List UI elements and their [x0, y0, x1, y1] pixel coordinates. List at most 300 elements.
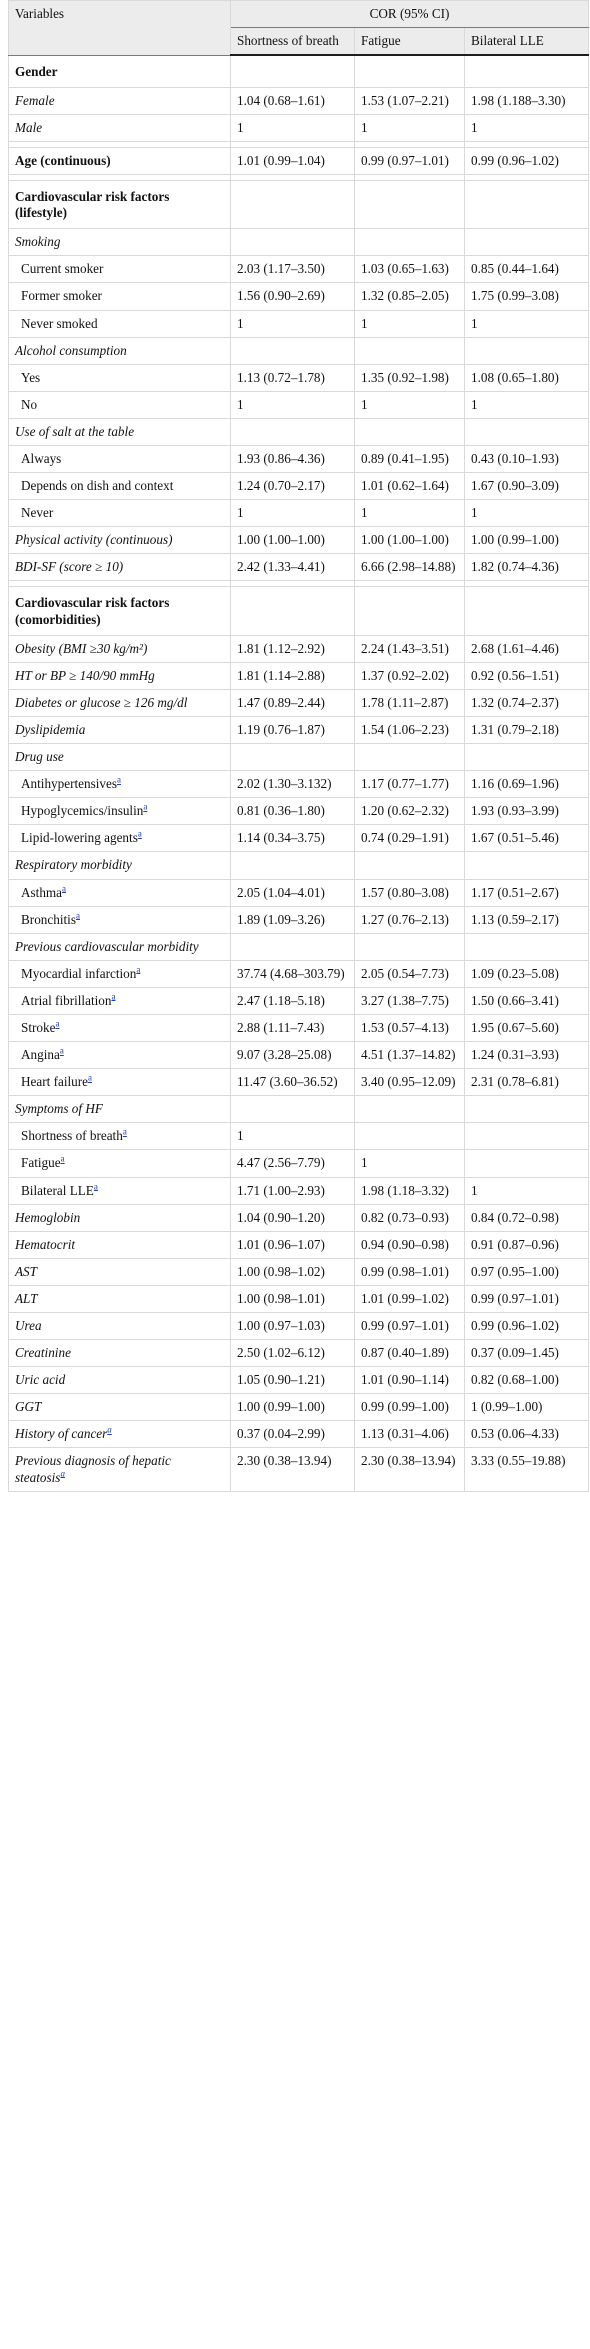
variable-label: Uric acid	[15, 1372, 66, 1388]
bilateral-lle-value: 1.32 (0.74–2.37)	[465, 689, 589, 716]
variable-label-cell	[9, 446, 231, 473]
table-row	[9, 1448, 589, 1491]
table-row	[9, 1042, 589, 1069]
variable-label-cell	[9, 960, 231, 987]
variable-label-cell	[9, 147, 231, 174]
empty-cell	[355, 933, 465, 960]
variable-label-cell	[9, 1177, 231, 1204]
bilateral-lle-value: 1	[465, 500, 589, 527]
variable-label: Bilateral LLE	[21, 1182, 94, 1198]
shortness-of-breath-value: 1.93 (0.86–4.36)	[231, 446, 355, 473]
footnote-a-link[interactable]: a	[136, 964, 141, 975]
bilateral-lle-value: 1	[465, 391, 589, 418]
section-label: Cardiovascular risk factors (comorbidities)	[9, 587, 231, 635]
shortness-of-breath-value: 1	[231, 1123, 355, 1150]
variable-label-cell	[9, 1285, 231, 1312]
fatigue-value: 1.35 (0.92–1.98)	[355, 364, 465, 391]
section-header-row	[9, 587, 589, 635]
table-row	[9, 987, 589, 1014]
bilateral-lle-value: 1.13 (0.59–2.17)	[465, 906, 589, 933]
table-row	[9, 1123, 589, 1150]
bilateral-lle-value: 1.09 (0.23–5.08)	[465, 960, 589, 987]
table-row	[9, 879, 589, 906]
variable-label-cell	[9, 527, 231, 554]
variable-label-cell	[9, 635, 231, 662]
fatigue-value: 1.13 (0.31–4.06)	[355, 1421, 465, 1448]
shortness-of-breath-value: 1.14 (0.34–3.75)	[231, 825, 355, 852]
variable-label-cell	[9, 114, 231, 141]
shortness-of-breath-value: 1	[231, 310, 355, 337]
subsection-header-row	[9, 418, 589, 445]
variable-label-cell	[9, 87, 231, 114]
footnote-a-link[interactable]: a	[60, 1154, 65, 1165]
variable-label: History of cancer	[15, 1426, 108, 1442]
variable-label: Lipid-lowering agents	[21, 830, 138, 846]
fatigue-value: 1.37 (0.92–2.02)	[355, 662, 465, 689]
shortness-of-breath-value: 37.74 (4.68–303.79)	[231, 960, 355, 987]
bilateral-lle-value	[465, 1150, 589, 1177]
empty-cell	[355, 55, 465, 87]
footnote-a-link[interactable]: a	[122, 1126, 127, 1137]
variable-label: Former smoker	[21, 288, 102, 304]
empty-cell	[231, 418, 355, 445]
bilateral-lle-value: 1.16 (0.69–1.96)	[465, 771, 589, 798]
empty-cell	[355, 852, 465, 879]
footnote-a-link[interactable]: a	[55, 1018, 60, 1029]
column-header-shortness-of-breath: Shortness of breath	[231, 28, 355, 56]
variable-label-cell	[9, 1069, 231, 1096]
fatigue-value: 4.51 (1.37–14.82)	[355, 1042, 465, 1069]
bilateral-lle-value: 1	[465, 1177, 589, 1204]
bilateral-lle-value: 0.82 (0.68–1.00)	[465, 1367, 589, 1394]
table-row	[9, 1285, 589, 1312]
fatigue-value: 1.20 (0.62–2.32)	[355, 798, 465, 825]
subsection-label: Alcohol consumption	[9, 337, 231, 364]
empty-cell	[465, 337, 589, 364]
shortness-of-breath-value: 11.47 (3.60–36.52)	[231, 1069, 355, 1096]
footnote-a-link[interactable]: a	[59, 1045, 64, 1056]
bilateral-lle-value: 1.67 (0.90–3.09)	[465, 473, 589, 500]
variable-label-cell	[9, 1204, 231, 1231]
fatigue-value: 0.99 (0.99–1.00)	[355, 1394, 465, 1421]
empty-cell	[231, 337, 355, 364]
bilateral-lle-value: 0.84 (0.72–0.98)	[465, 1204, 589, 1231]
fatigue-value: 3.27 (1.38–7.75)	[355, 987, 465, 1014]
variable-label: Atrial fibrillation	[21, 992, 112, 1008]
variable-label-cell	[9, 1258, 231, 1285]
fatigue-value: 2.24 (1.43–3.51)	[355, 635, 465, 662]
bilateral-lle-value: 1.00 (0.99–1.00)	[465, 527, 589, 554]
variable-label-cell	[9, 1367, 231, 1394]
variable-label: Diabetes or glucose ≥ 126 mg/dl	[15, 694, 188, 710]
variable-label: Physical activity (continuous)	[15, 532, 173, 548]
table-row	[9, 771, 589, 798]
table-row	[9, 825, 589, 852]
shortness-of-breath-value: 2.42 (1.33–4.41)	[231, 554, 355, 581]
variable-label: Myocardial infarction	[21, 965, 137, 981]
variable-label-cell	[9, 879, 231, 906]
shortness-of-breath-value: 1.81 (1.12–2.92)	[231, 635, 355, 662]
bilateral-lle-value: 1.67 (0.51–5.46)	[465, 825, 589, 852]
variable-label-cell	[9, 987, 231, 1014]
shortness-of-breath-value: 2.02 (1.30–3.132)	[231, 771, 355, 798]
table-row	[9, 256, 589, 283]
bilateral-lle-value: 0.37 (0.09–1.45)	[465, 1340, 589, 1367]
subsection-header-row	[9, 933, 589, 960]
table-row	[9, 1069, 589, 1096]
fatigue-value: 0.99 (0.98–1.01)	[355, 1258, 465, 1285]
variable-label-cell	[9, 771, 231, 798]
fatigue-value: 1.01 (0.90–1.14)	[355, 1367, 465, 1394]
subsection-header-row	[9, 1096, 589, 1123]
bilateral-lle-value: 0.53 (0.06–4.33)	[465, 1421, 589, 1448]
table-row	[9, 635, 589, 662]
shortness-of-breath-value: 2.47 (1.18–5.18)	[231, 987, 355, 1014]
empty-cell	[465, 587, 589, 635]
variable-label: Hemoglobin	[15, 1209, 81, 1225]
shortness-of-breath-value: 1.89 (1.09–3.26)	[231, 906, 355, 933]
empty-cell	[231, 744, 355, 771]
shortness-of-breath-value: 1.24 (0.70–2.17)	[231, 473, 355, 500]
table-row	[9, 662, 589, 689]
cor-header: COR (95% CI)	[231, 1, 589, 28]
table-row	[9, 554, 589, 581]
shortness-of-breath-value: 1.81 (1.14–2.88)	[231, 662, 355, 689]
shortness-of-breath-value: 0.37 (0.04–2.99)	[231, 1421, 355, 1448]
bilateral-lle-value: 0.91 (0.87–0.96)	[465, 1231, 589, 1258]
shortness-of-breath-value: 1	[231, 391, 355, 418]
footnote-a-link[interactable]: a	[88, 1072, 92, 1083]
bilateral-lle-value: 0.43 (0.10–1.93)	[465, 446, 589, 473]
empty-cell	[231, 852, 355, 879]
table-row	[9, 310, 589, 337]
variable-label-cell	[9, 1231, 231, 1258]
subsection-header-row	[9, 744, 589, 771]
subsection-label: Symptoms of HF	[9, 1096, 231, 1123]
table-row	[9, 716, 589, 743]
variable-label: Fatigue	[21, 1155, 61, 1171]
variable-label: Dyslipidemia	[15, 721, 86, 737]
empty-cell	[355, 229, 465, 256]
shortness-of-breath-value: 1.00 (0.97–1.03)	[231, 1313, 355, 1340]
variable-label-cell	[9, 364, 231, 391]
shortness-of-breath-value: 1.13 (0.72–1.78)	[231, 364, 355, 391]
shortness-of-breath-value: 2.03 (1.17–3.50)	[231, 256, 355, 283]
fatigue-value: 1.17 (0.77–1.77)	[355, 771, 465, 798]
empty-cell	[355, 181, 465, 229]
variable-label: Always	[21, 451, 62, 466]
variable-label: Stroke	[21, 1019, 56, 1035]
variable-label-cell	[9, 256, 231, 283]
variable-label: AST	[15, 1263, 37, 1279]
variable-label-cell	[9, 825, 231, 852]
bilateral-lle-value: 1.31 (0.79–2.18)	[465, 716, 589, 743]
variable-label-cell	[9, 1123, 231, 1150]
fatigue-value: 1.01 (0.62–1.64)	[355, 473, 465, 500]
fatigue-value: 0.74 (0.29–1.91)	[355, 825, 465, 852]
empty-cell	[465, 181, 589, 229]
fatigue-value: 1.57 (0.80–3.08)	[355, 879, 465, 906]
shortness-of-breath-value: 1.05 (0.90–1.21)	[231, 1367, 355, 1394]
variable-label: Obesity (BMI ≥30 kg/m²)	[15, 640, 148, 656]
variable-label-cell	[9, 310, 231, 337]
table-row	[9, 473, 589, 500]
variable-label: Female	[15, 92, 55, 108]
table-row	[9, 87, 589, 114]
table-row	[9, 1258, 589, 1285]
fatigue-value: 1	[355, 391, 465, 418]
variable-label-cell	[9, 1313, 231, 1340]
table-row	[9, 1421, 589, 1448]
bilateral-lle-value: 0.85 (0.44–1.64)	[465, 256, 589, 283]
variable-label: GGT	[15, 1399, 42, 1415]
results-table	[8, 0, 589, 1492]
variable-label: Antihypertensives	[21, 776, 117, 792]
variable-label: Never smoked	[21, 315, 98, 331]
table-row	[9, 1014, 589, 1041]
shortness-of-breath-value: 9.07 (3.28–25.08)	[231, 1042, 355, 1069]
section-label: Gender	[9, 55, 231, 87]
fatigue-value: 1.54 (1.06–2.23)	[355, 716, 465, 743]
table-body	[9, 55, 589, 1491]
fatigue-value: 1.32 (0.85–2.05)	[355, 283, 465, 310]
variable-label: Shortness of breath	[21, 1128, 123, 1144]
variable-label-cell	[9, 662, 231, 689]
variable-label-cell	[9, 1150, 231, 1177]
empty-cell	[231, 55, 355, 87]
fatigue-value: 1.03 (0.65–1.63)	[355, 256, 465, 283]
subsection-header-row	[9, 229, 589, 256]
fatigue-value: 1.98 (1.18–3.32)	[355, 1177, 465, 1204]
shortness-of-breath-value: 1.71 (1.00–2.93)	[231, 1177, 355, 1204]
table-row	[9, 147, 589, 174]
fatigue-value: 1.78 (1.11–2.87)	[355, 689, 465, 716]
shortness-of-breath-value: 2.50 (1.02–6.12)	[231, 1340, 355, 1367]
variable-label-cell	[9, 473, 231, 500]
footnote-a-link[interactable]: a	[111, 991, 116, 1002]
variable-label-cell	[9, 1421, 231, 1448]
variable-label: Never	[21, 505, 54, 521]
variable-label: Current smoker	[21, 261, 104, 277]
fatigue-value: 0.89 (0.41–1.95)	[355, 446, 465, 473]
table-row	[9, 1231, 589, 1258]
empty-cell	[465, 852, 589, 879]
bilateral-lle-value: 0.99 (0.96–1.02)	[465, 147, 589, 174]
empty-cell	[231, 587, 355, 635]
shortness-of-breath-value: 0.81 (0.36–1.80)	[231, 798, 355, 825]
empty-cell	[355, 1096, 465, 1123]
variable-label: Depends on dish and context	[21, 478, 174, 494]
variable-label: Yes	[21, 369, 41, 385]
variable-label-cell	[9, 500, 231, 527]
fatigue-value: 0.99 (0.97–1.01)	[355, 1313, 465, 1340]
footnote-a-link[interactable]: a	[137, 828, 142, 839]
variable-label: Angina	[21, 1047, 60, 1063]
table-row	[9, 1204, 589, 1231]
shortness-of-breath-value: 1	[231, 114, 355, 141]
variable-label: Bronchitis	[21, 911, 76, 927]
fatigue-value: 1	[355, 310, 465, 337]
empty-cell	[465, 933, 589, 960]
fatigue-value: 0.87 (0.40–1.89)	[355, 1340, 465, 1367]
variable-label-cell	[9, 1042, 231, 1069]
empty-cell	[465, 55, 589, 87]
fatigue-value: 1.00 (1.00–1.00)	[355, 527, 465, 554]
shortness-of-breath-value: 1.47 (0.89–2.44)	[231, 689, 355, 716]
empty-cell	[465, 418, 589, 445]
empty-cell	[231, 1096, 355, 1123]
subsection-header-row	[9, 337, 589, 364]
empty-cell	[355, 744, 465, 771]
table-row	[9, 446, 589, 473]
variables-header: Variables	[9, 1, 231, 56]
variable-label: Asthma	[21, 884, 63, 900]
shortness-of-breath-value: 1.00 (1.00–1.00)	[231, 527, 355, 554]
empty-cell	[355, 587, 465, 635]
bilateral-lle-value: 1.08 (0.65–1.80)	[465, 364, 589, 391]
variable-label-cell	[9, 1394, 231, 1421]
bilateral-lle-value: 1.95 (0.67–5.60)	[465, 1014, 589, 1041]
variable-label: Hypoglycemics/insulin	[21, 803, 144, 819]
variable-label-cell	[9, 716, 231, 743]
subsection-label: Use of salt at the table	[9, 418, 231, 445]
fatigue-value: 1	[355, 1150, 465, 1177]
fatigue-value: 0.94 (0.90–0.98)	[355, 1231, 465, 1258]
empty-cell	[465, 229, 589, 256]
variable-label: No	[21, 396, 38, 412]
shortness-of-breath-value: 1.00 (0.99–1.00)	[231, 1394, 355, 1421]
footnote-a-link[interactable]: a	[116, 774, 121, 785]
shortness-of-breath-value: 1.00 (0.98–1.01)	[231, 1285, 355, 1312]
bilateral-lle-value: 1.82 (0.74–4.36)	[465, 554, 589, 581]
table-row	[9, 114, 589, 141]
variable-label: BDI-SF (score ≥ 10)	[15, 559, 124, 575]
variable-label: Creatinine	[15, 1345, 71, 1361]
empty-cell	[465, 1096, 589, 1123]
empty-cell	[355, 337, 465, 364]
empty-cell	[355, 418, 465, 445]
shortness-of-breath-value: 4.47 (2.56–7.79)	[231, 1150, 355, 1177]
subsection-header-row	[9, 852, 589, 879]
shortness-of-breath-value: 1.56 (0.90–2.69)	[231, 283, 355, 310]
variable-label: Male	[15, 119, 43, 135]
bilateral-lle-value: 1.75 (0.99–3.08)	[465, 283, 589, 310]
table-row	[9, 500, 589, 527]
shortness-of-breath-value: 1.04 (0.68–1.61)	[231, 87, 355, 114]
shortness-of-breath-value: 2.88 (1.11–7.43)	[231, 1014, 355, 1041]
table-row	[9, 527, 589, 554]
section-header-row	[9, 181, 589, 229]
variable-label-cell	[9, 554, 231, 581]
fatigue-value: 1.27 (0.76–2.13)	[355, 906, 465, 933]
table-row	[9, 1150, 589, 1177]
variable-label: ALT	[15, 1290, 38, 1306]
footnote-a-link[interactable]: a	[60, 1468, 65, 1479]
table-row	[9, 906, 589, 933]
table-row	[9, 689, 589, 716]
fatigue-value: 3.40 (0.95–12.09)	[355, 1069, 465, 1096]
section-header-row	[9, 55, 589, 87]
bilateral-lle-value: 0.97 (0.95–1.00)	[465, 1258, 589, 1285]
variable-label-cell	[9, 798, 231, 825]
footnote-a-link[interactable]: a	[93, 1181, 98, 1192]
table-row	[9, 364, 589, 391]
shortness-of-breath-value: 1.01 (0.99–1.04)	[231, 147, 355, 174]
bilateral-lle-value: 2.31 (0.78–6.81)	[465, 1069, 589, 1096]
variable-label-cell	[9, 1014, 231, 1041]
bilateral-lle-value: 0.92 (0.56–1.51)	[465, 662, 589, 689]
variable-label-cell	[9, 1340, 231, 1367]
fatigue-value: 1	[355, 114, 465, 141]
variable-label-cell	[9, 1448, 231, 1491]
empty-cell	[465, 744, 589, 771]
shortness-of-breath-value: 2.30 (0.38–13.94)	[231, 1448, 355, 1491]
empty-cell	[231, 933, 355, 960]
bilateral-lle-value	[465, 1123, 589, 1150]
bilateral-lle-value: 3.33 (0.55–19.88)	[465, 1448, 589, 1491]
fatigue-value: 1.53 (0.57–4.13)	[355, 1014, 465, 1041]
shortness-of-breath-value: 1.01 (0.96–1.07)	[231, 1231, 355, 1258]
fatigue-value	[355, 1123, 465, 1150]
bilateral-lle-value: 1 (0.99–1.00)	[465, 1394, 589, 1421]
table-row	[9, 798, 589, 825]
column-header-fatigue: Fatigue	[355, 28, 465, 56]
fatigue-value: 1.01 (0.99–1.02)	[355, 1285, 465, 1312]
subsection-label: Previous cardiovascular morbidity	[9, 933, 231, 960]
variable-label: Urea	[15, 1318, 42, 1333]
empty-cell	[231, 181, 355, 229]
table-row	[9, 1394, 589, 1421]
variable-label-cell	[9, 689, 231, 716]
shortness-of-breath-value: 1	[231, 500, 355, 527]
table-header	[9, 1, 589, 56]
footnote-a-link[interactable]: a	[62, 883, 67, 894]
footnote-a-link[interactable]: a	[143, 801, 148, 812]
fatigue-value: 0.99 (0.97–1.01)	[355, 147, 465, 174]
section-label: Cardiovascular risk factors (lifestyle)	[9, 181, 231, 229]
table-row	[9, 960, 589, 987]
footnote-a-link[interactable]: a	[107, 1424, 112, 1435]
bilateral-lle-value: 1.17 (0.51–2.67)	[465, 879, 589, 906]
fatigue-value: 1	[355, 500, 465, 527]
variable-label: Age (continuous)	[15, 152, 111, 168]
bilateral-lle-value: 1	[465, 310, 589, 337]
bilateral-lle-value: 1.93 (0.93–3.99)	[465, 798, 589, 825]
table-row	[9, 1177, 589, 1204]
table-row	[9, 283, 589, 310]
variable-label: HT or BP ≥ 140/90 mmHg	[15, 667, 155, 683]
shortness-of-breath-value: 2.05 (1.04–4.01)	[231, 879, 355, 906]
table-row	[9, 1313, 589, 1340]
subsection-label: Smoking	[9, 229, 231, 256]
variable-label: Hematocrit	[15, 1236, 76, 1252]
fatigue-value: 2.30 (0.38–13.94)	[355, 1448, 465, 1491]
bilateral-lle-value: 1.50 (0.66–3.41)	[465, 987, 589, 1014]
variable-label-cell	[9, 391, 231, 418]
shortness-of-breath-value: 1.04 (0.90–1.20)	[231, 1204, 355, 1231]
shortness-of-breath-value: 1.19 (0.76–1.87)	[231, 716, 355, 743]
footnote-a-link[interactable]: a	[75, 910, 80, 921]
subsection-label: Respiratory morbidity	[9, 852, 231, 879]
column-header-bilateral-lle: Bilateral LLE	[465, 28, 589, 56]
shortness-of-breath-value: 1.00 (0.98–1.02)	[231, 1258, 355, 1285]
variable-label-cell	[9, 283, 231, 310]
table-row	[9, 1340, 589, 1367]
variable-label: Heart failure	[21, 1074, 88, 1090]
subsection-label: Drug use	[9, 744, 231, 771]
variable-label-cell	[9, 906, 231, 933]
variable-label: Previous diagnosis of hepatic steatosis	[15, 1453, 171, 1485]
